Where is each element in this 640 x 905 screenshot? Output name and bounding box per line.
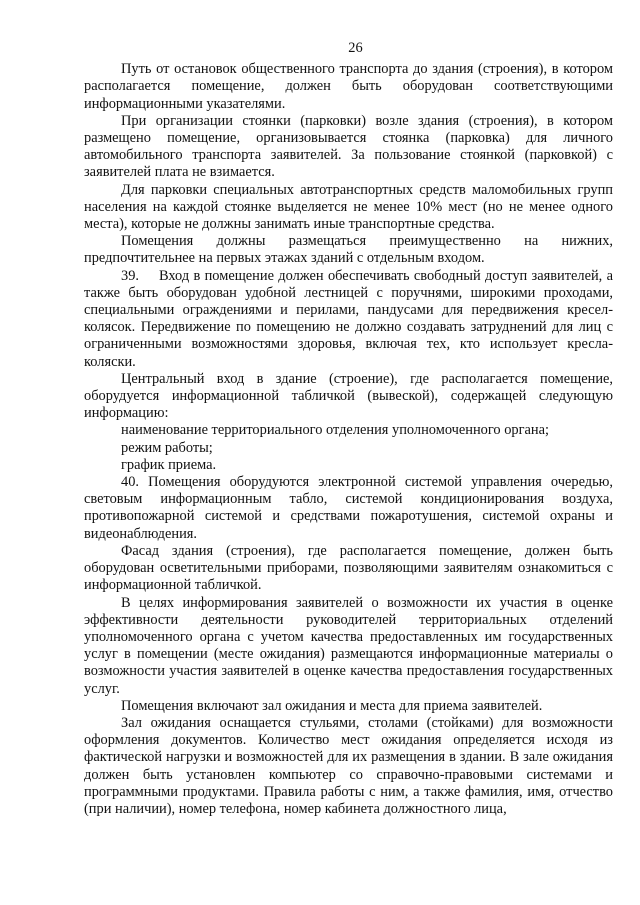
clause-39-number: 39. <box>121 267 139 284</box>
paragraph-premises-composition: Помещения включают зал ожидания и места для приема заявителей. <box>121 697 543 714</box>
list-item-reception-schedule: график приема. <box>121 456 217 473</box>
paragraph-entrance-sign: Центральный вход в здание (строение), где располагается помещение, оборудуется информационной табличкой (вывеской), содержащей следующую информацию: <box>84 370 613 422</box>
paragraph-evaluation-info: В целях информирования заявителей о возможности их участия в оценке эффективности деятельности руководителей территориальных отделений уполномоченного органа с учетом качества предоставленных им государственных услуг в помещении (месте ожидания) размещаются информационные материалы о возможности участия заявителей в оценке качества предоставления государственных услуг. <box>84 594 613 697</box>
clause-40 <box>84 474 613 543</box>
paragraph-facade-lighting: Фасад здания (строения), где располагается помещение, должен быть оборудован осветительными приборами, позволяющими заявителям ознакомиться с информационной табличкой. <box>84 542 613 594</box>
clause-39-text: Вход в помещение должен обеспечивать свободный доступ заявителей, а также быть оборудован удобной лестницей с поручнями, широкими проходами, специальными ограждениями и перилами, пандусами для передвижения кресел-колясок. Передвижение по помещению не должно создавать затруднений для лиц с ограниченными возможностями здоровья, включая тех, кто использует кресла-коляски. <box>84 267 613 370</box>
clause-40-text: Помещения оборудуются электронной системой управления очередью, световым информационным табло, системой кондиционирования воздуха, противопожарной системой и средствами пожаротушения, системой охраны и видеонаблюдения. <box>84 474 613 542</box>
paragraph-parking: При организации стоянки (парковки) возле здания (строения), в котором размещено помещение, организовывается стоянка (парковка) для личного автомобильного транспорта заявителей. За пользование стоянкой (парковкой) с заявителей плата не взимается. <box>84 112 613 181</box>
list-item-working-hours: режим работы; <box>121 439 213 456</box>
paragraph-transport-route: Путь от остановок общественного транспорта до здания (строения), в котором располагается помещение, должен быть оборудован соответствующими информационными указателями. <box>84 61 613 112</box>
list-item-office-name: наименование территориального отделения уполномоченного органа; <box>121 422 549 439</box>
paragraph-waiting-hall: Зал ожидания оснащается стульями, столами (стойками) для возможности оформления документов. Количество мест ожидания определяется исходя из фактической нагрузки и возможностей для их размещения в здании. В зале ожидания должен быть установлен компьютер со справочно-правовыми системами и программными продуктами. Правила работы с ним, а также фамилия, имя, отчество (при наличии), номер телефона, номер кабинета должностного лица, <box>84 714 613 817</box>
paragraph-disabled-parking: Для парковки специальных автотранспортных средств маломобильных групп населения на каждой стоянке выделяется не менее 10% мест (но не менее одного места), которые не должны занимать иные транспортные средства. <box>84 181 613 233</box>
paragraph-floor-placement: Помещения должны размещаться преимущественно на нижних, предпочтительнее на первых этажах зданий с отдельным входом. <box>84 233 613 267</box>
clause-40-number: 40. <box>121 474 139 491</box>
page-number: 26 <box>348 40 363 56</box>
clause-39 <box>84 268 613 371</box>
